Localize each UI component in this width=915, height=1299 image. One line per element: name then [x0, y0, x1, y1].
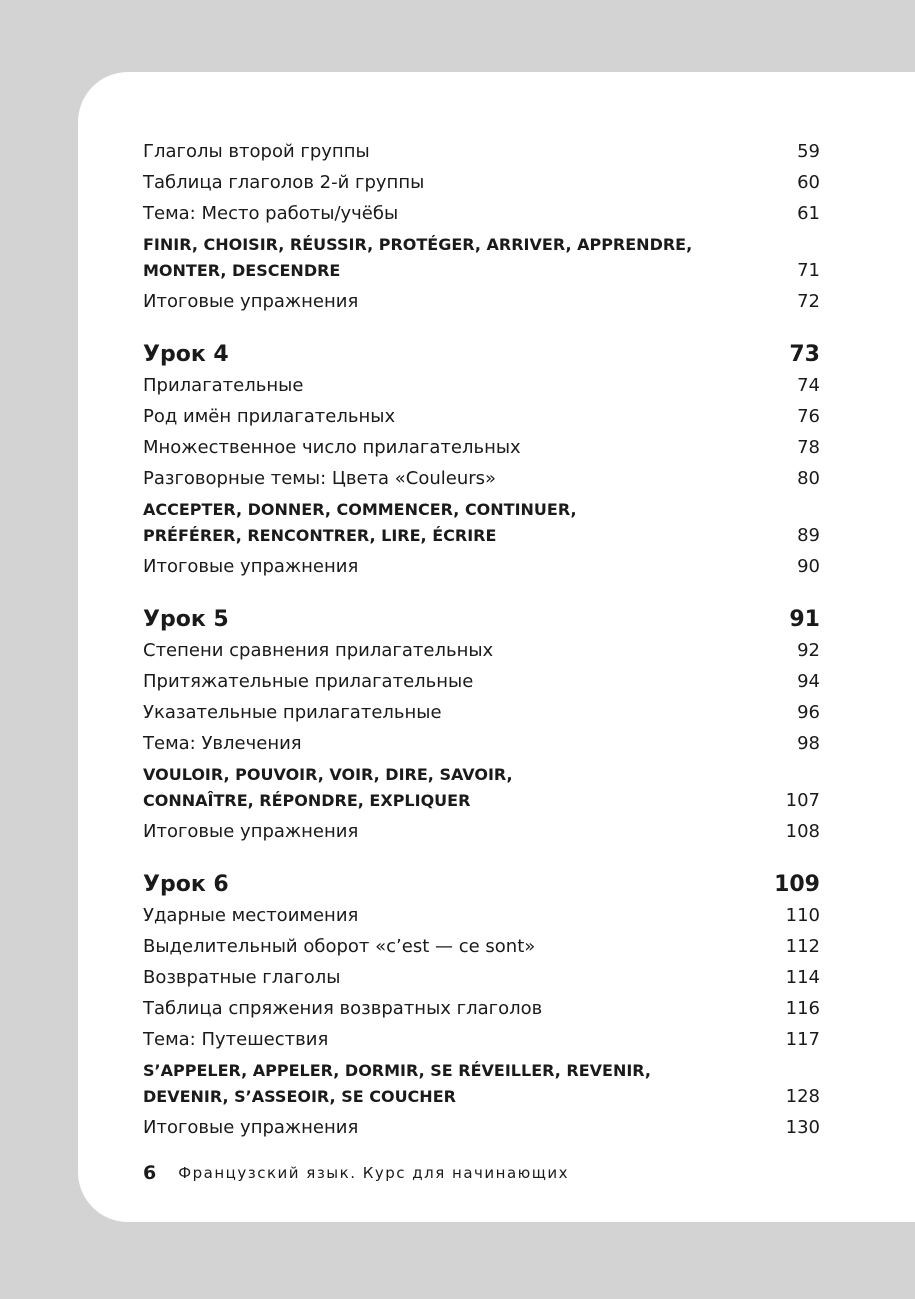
toc-entry — [143, 635, 820, 666]
entry-page: 114 — [785, 967, 820, 988]
entry-page: 98 — [797, 733, 820, 754]
toc-entry — [143, 286, 820, 317]
entry-page: 128 — [785, 1086, 820, 1107]
verb-list-line: DEVENIR, S’ASSEOIR, SE COUCHER — [143, 1087, 456, 1106]
entry-title: Таблица глаголов 2-й группы — [143, 172, 425, 193]
verb-list — [143, 232, 692, 284]
entry-page: 76 — [797, 406, 820, 427]
entry-page: 107 — [785, 790, 820, 811]
entry-title: Тема: Увлечения — [143, 733, 302, 754]
verb-list-line: FINIR, CHOISIR, RÉUSSIR, PROTÉGER, ARRIVER, APPRENDRE, — [143, 235, 693, 254]
verb-list-entry — [143, 1055, 820, 1112]
book-page — [78, 72, 915, 1222]
entry-title: Итоговые упражнения — [143, 821, 359, 842]
verb-list-line: ACCEPTER, DONNER, COMMENCER, CONTINUER, — [143, 500, 577, 519]
entry-title: Притяжательные прилагательные — [143, 671, 474, 692]
lesson-page: 73 — [789, 342, 820, 367]
entry-title: Возвратные глаголы — [143, 967, 341, 988]
entry-page: 74 — [797, 375, 820, 396]
entry-page: 71 — [797, 260, 820, 281]
toc-entry — [143, 370, 820, 401]
toc-entry — [143, 697, 820, 728]
entry-page: 130 — [785, 1117, 820, 1138]
toc-entry — [143, 463, 820, 494]
verb-list — [143, 1058, 651, 1110]
lesson-heading — [143, 339, 820, 370]
verb-list-line: VOULOIR, POUVOIR, VOIR, DIRE, SAVOIR, — [143, 765, 513, 784]
entry-title: Степени сравнения прилагательных — [143, 640, 494, 661]
verb-list-line: CONNAÎTRE, RÉPONDRE, EXPLIQUER — [143, 791, 471, 810]
entry-title: Тема: Путешествия — [143, 1029, 329, 1050]
entry-page: 110 — [785, 905, 820, 926]
entry-title: Указательные прилагательные — [143, 702, 442, 723]
verb-list-line: PRÉFÉRER, RENCONTRER, LIRE, ÉCRIRE — [143, 526, 497, 545]
entry-title: Род имён прилагательных — [143, 406, 396, 427]
page-footer — [143, 1162, 569, 1184]
entry-title: Тема: Место работы/учёбы — [143, 203, 399, 224]
toc-entry — [143, 666, 820, 697]
entry-title: Итоговые упражнения — [143, 1117, 359, 1138]
toc-entry — [143, 167, 820, 198]
entry-page: 116 — [785, 998, 820, 1019]
lesson-heading — [143, 869, 820, 900]
toc-entry — [143, 432, 820, 463]
entry-title: Прилагательные — [143, 375, 304, 396]
entry-page: 117 — [785, 1029, 820, 1050]
entry-page: 89 — [797, 525, 820, 546]
entry-title: Выделительный оборот «c’est — ce sont» — [143, 936, 536, 957]
verb-list-line: MONTER, DESCENDRE — [143, 261, 341, 280]
entry-title: Итоговые упражнения — [143, 291, 359, 312]
entry-page: 60 — [797, 172, 820, 193]
entry-title: Таблица спряжения возвратных глаголов — [143, 998, 543, 1019]
toc-entry — [143, 1024, 820, 1055]
verb-list-entry — [143, 229, 820, 286]
page-number: 6 — [143, 1162, 157, 1184]
entry-page: 92 — [797, 640, 820, 661]
toc-entry — [143, 931, 820, 962]
verb-list-entry — [143, 759, 820, 816]
entry-title: Множественное число прилагательных — [143, 437, 521, 458]
entry-page: 90 — [797, 556, 820, 577]
lesson-title: Урок 6 — [143, 872, 229, 897]
toc-entry — [143, 1112, 820, 1143]
entry-title: Ударные местоимения — [143, 905, 359, 926]
entry-page: 94 — [797, 671, 820, 692]
entry-page: 72 — [797, 291, 820, 312]
book-title: Французский язык. Курс для начинающих — [178, 1164, 570, 1182]
entry-page: 108 — [785, 821, 820, 842]
toc-entry — [143, 401, 820, 432]
lesson-title: Урок 4 — [143, 342, 229, 367]
toc-entry — [143, 136, 820, 167]
entry-page: 80 — [797, 468, 820, 489]
table-of-contents — [143, 136, 820, 1143]
lesson-title: Урок 5 — [143, 607, 229, 632]
entry-page: 59 — [797, 141, 820, 162]
entry-page: 78 — [797, 437, 820, 458]
verb-list-entry — [143, 494, 820, 551]
verb-list-line: S’APPELER, APPELER, DORMIR, SE RÉVEILLER, REVENIR, — [143, 1061, 651, 1080]
entry-title: Глаголы второй группы — [143, 141, 370, 162]
toc-entry — [143, 962, 820, 993]
toc-entry — [143, 198, 820, 229]
entry-page: 112 — [785, 936, 820, 957]
toc-entry — [143, 900, 820, 931]
lesson-page: 91 — [789, 607, 820, 632]
toc-entry — [143, 816, 820, 847]
verb-list — [143, 762, 513, 814]
entry-title: Разговорные темы: Цвета «Couleurs» — [143, 468, 497, 489]
entry-page: 61 — [797, 203, 820, 224]
lesson-heading — [143, 604, 820, 635]
entry-title: Итоговые упражнения — [143, 556, 359, 577]
verb-list — [143, 497, 577, 549]
entry-page: 96 — [797, 702, 820, 723]
toc-entry — [143, 551, 820, 582]
toc-entry — [143, 728, 820, 759]
toc-entry — [143, 993, 820, 1024]
lesson-page: 109 — [774, 872, 820, 897]
